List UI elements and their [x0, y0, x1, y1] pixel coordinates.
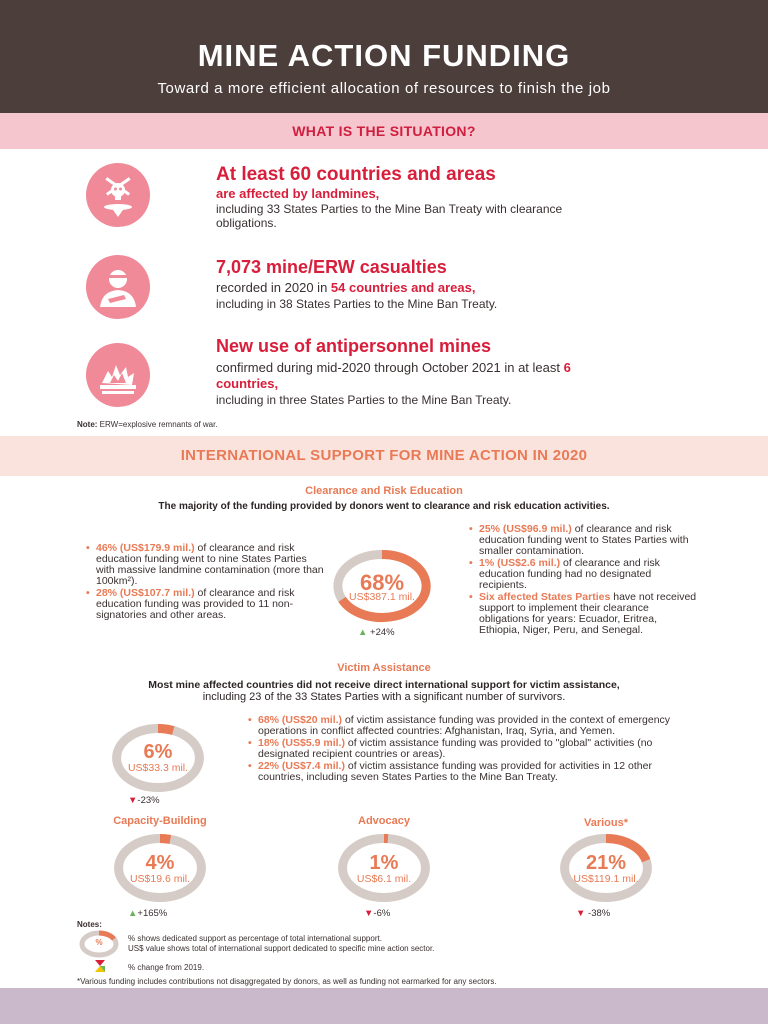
note-label: Note: — [77, 420, 98, 429]
victim-list — [246, 715, 696, 784]
notes-line-3: % change from 2019. — [128, 963, 205, 972]
clearance-change: ▲ +24% — [358, 627, 395, 638]
change-arrows-icon — [92, 957, 108, 973]
support-heading: INTERNATIONAL SUPPORT FOR MINE ACTION IN 2020 — [180, 447, 588, 464]
capacity-change: ▲+165% — [128, 908, 168, 919]
clearance-value: US$387.1 mil. — [349, 591, 415, 603]
support-heading-bar — [0, 436, 768, 476]
legend-pct: % — [95, 938, 103, 947]
notes-line-1: % shows dedicated support as percentage of total international support. — [128, 934, 382, 943]
up-arrow-icon: ▲ — [358, 627, 368, 638]
advocacy-change: ▼-6% — [364, 908, 391, 919]
casualties-detail: including in 38 States Parties to the Mine Ban Treaty. — [216, 297, 498, 311]
down-arrow-icon: ▼ — [364, 908, 374, 919]
clearance-bullet-1: • 46% (US$179.9 mil.) of clearance and risk education funding went to nine States Parties with massive landmine contamination (more than 100km²). — [84, 543, 324, 587]
clearance-bullet-2: • 28% (US$107.7 mil.) of clearance and risk education funding was provided to 11 non-signatories and other areas. — [84, 588, 324, 621]
up-arrow-icon: ▲ — [128, 908, 138, 919]
countries-subhead: are affected by landmines, — [216, 186, 380, 201]
capacity-title: Capacity-Building — [113, 815, 207, 827]
new-use-line — [216, 360, 636, 392]
landmine-icon — [86, 163, 150, 227]
casualties-countries: 54 countries and areas, — [330, 280, 476, 295]
new-use-countries: 6 countries, — [216, 360, 571, 391]
casualties-headline: 7,073 mine/ERW casualties — [216, 257, 447, 277]
new-use-headline: New use of antipersonnel mines — [216, 336, 492, 356]
clearance-lead: The majority of the funding provided by donors went to clearance and risk education activities. — [158, 501, 610, 512]
clearance-bullet-3: • 25% (US$96.9 mil.) of clearance and risk education funding went to States Parties with smaller contamination. — [467, 524, 699, 557]
capacity-pct: 4% — [145, 852, 175, 874]
situation-heading-bar — [0, 113, 768, 149]
countries-detail: including 33 States Parties to the Mine Ban Treaty with clearance obligations. — [216, 202, 563, 230]
clearance-bullet-4: • 1% (US$2.6 mil.) of clearance and risk education funding had no designated recipients. — [467, 558, 699, 591]
injured-person-icon — [86, 255, 150, 319]
clearance-left-list — [84, 543, 324, 622]
various-title: Various* — [583, 817, 629, 829]
new-use-detail: including in three States Parties to the Mine Ban Treaty. — [216, 393, 512, 407]
victim-value: US$33.3 mil. — [127, 762, 189, 774]
page-title: MINE ACTION FUNDING — [197, 38, 571, 73]
victim-bullet-3: • 22% (US$7.4 mil.) of victim assistance funding was provided for activities in 12 other countries, including seven States Parties to the Mine Ban Treaty. — [246, 761, 696, 783]
victim-lead-2: including 23 of the 33 States Parties with a significant number of survivors. — [202, 691, 566, 703]
footer-band — [0, 988, 768, 1024]
victim-pct: 6% — [143, 741, 173, 763]
casualties-line-text: recorded in 2020 in — [216, 280, 331, 295]
clearance-pct: 68% — [359, 570, 405, 595]
victim-bullet-1: • 68% (US$20 mil.) of victim assistance funding was provided in the context of emergency operations in conflict affected countries: Afghanistan, Iraq, Syria, and Yemen. — [246, 715, 696, 737]
victim-change: ▼-23% — [128, 795, 160, 806]
victim-ring-share — [158, 729, 173, 731]
page-subtitle: Toward a more efficient allocation of resources to finish the job — [157, 80, 611, 97]
capacity-ring-share — [160, 839, 170, 840]
notes-label: Notes: — [77, 920, 102, 929]
capacity-value: US$19.6 mil. — [129, 873, 191, 885]
erw-note — [77, 420, 218, 429]
new-use-line-text: confirmed during mid-2020 through October 2021 in at least — [216, 360, 564, 375]
casualties-line — [216, 280, 636, 295]
advocacy-pct: 1% — [369, 852, 399, 874]
down-arrow-icon: ▼ — [576, 908, 586, 919]
clearance-right-list — [467, 524, 699, 637]
victim-title: Victim Assistance — [337, 662, 431, 674]
down-arrow-icon: ▼ — [128, 795, 138, 806]
various-value: US$119.1 mil. — [573, 873, 639, 885]
note-text: ERW=explosive remnants of war. — [97, 420, 218, 429]
victim-lead: Most mine affected countries did not receive direct international support for victim assistance, — [148, 679, 620, 691]
various-pct: 21% — [585, 852, 627, 874]
various-footnote: *Various funding includes contributions not disaggregated by donors, as well as funding not earmarked for any sectors. — [77, 977, 497, 986]
advocacy-value: US$6.1 mil. — [356, 873, 412, 885]
countries-headline: At least 60 countries and areas — [216, 164, 496, 185]
situation-heading: WHAT IS THE SITUATION? — [292, 123, 476, 139]
clearance-title: Clearance and Risk Education — [305, 485, 463, 497]
notes-line-2: US$ value shows total of international support dedicated to specific mine action sector. — [128, 944, 435, 953]
victim-bullet-2: • 18% (US$5.9 mil.) of victim assistance funding was provided to "global" activities (no designated recipient countries or areas). — [246, 738, 696, 760]
advocacy-title: Advocacy — [358, 815, 410, 827]
clearance-bullet-5: • Six affected States Parties have not received support to implement their clearance obligations for years: Ecuador, Eritrea, Ethiopia, Niger, Peru, and Senegal. — [467, 592, 699, 636]
explosion-icon — [86, 343, 150, 407]
various-change: ▼ -38% — [576, 908, 611, 919]
